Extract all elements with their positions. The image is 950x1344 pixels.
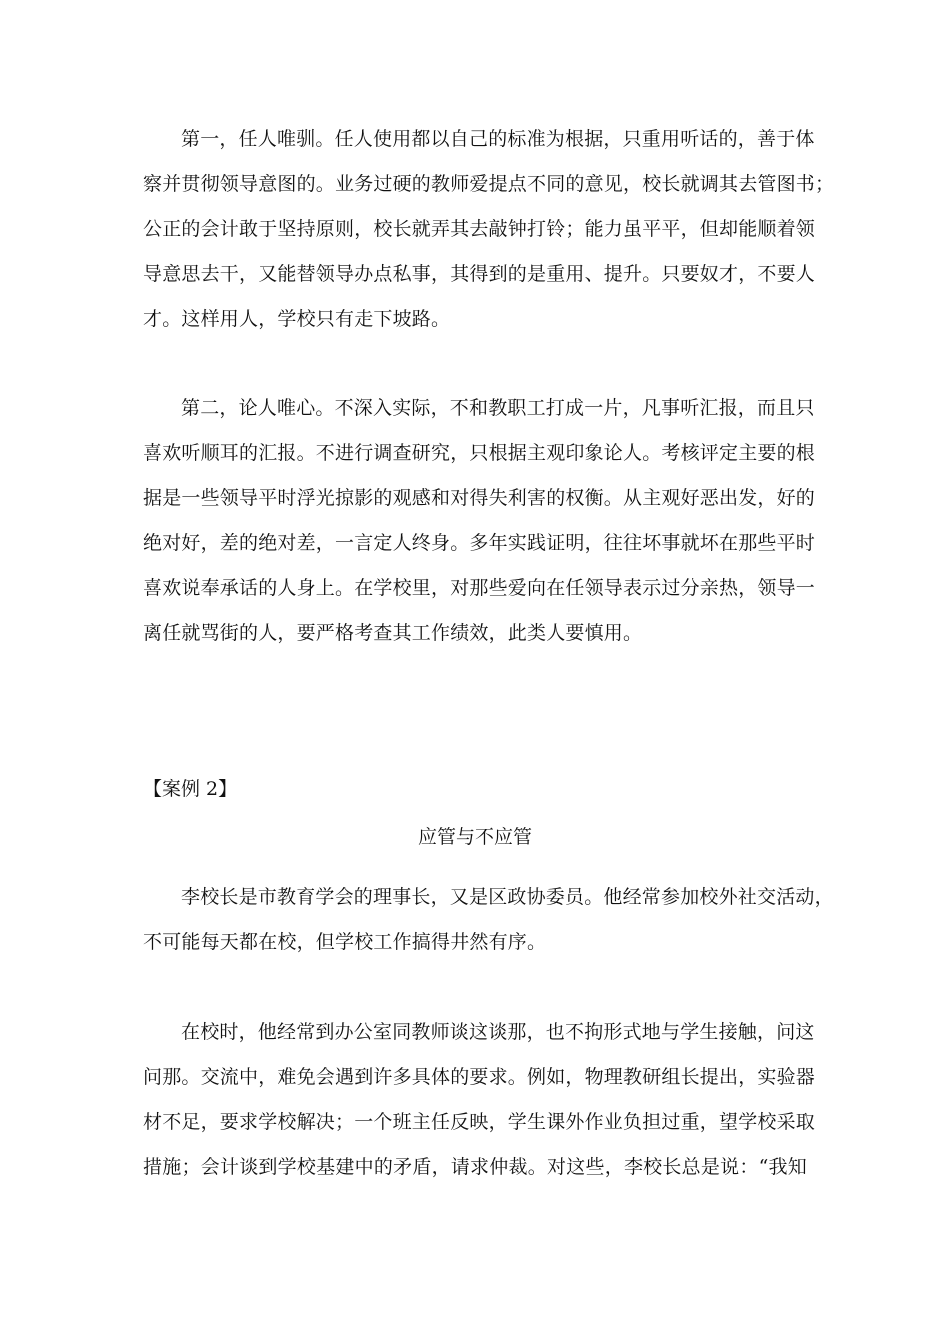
case-title: 应管与不应管 xyxy=(417,826,532,848)
paragraph-line: 在校时，他经常到办公室同教师谈这谈那，也不拘形式地与学生接触，问这 xyxy=(181,1021,815,1043)
paragraph-line: 措施；会计谈到学校基建中的矛盾，请求仲裁。对这些，李校长总是说：“我知 xyxy=(143,1156,807,1178)
paragraph-line: 才。这样用人，学校只有走下坡路。 xyxy=(143,308,451,330)
case-label: 【案例 2】 xyxy=(143,778,238,800)
paragraph-line: 第二，论人唯心。不深入实际，不和教职工打成一片，凡事听汇报，而且只 xyxy=(181,397,815,419)
paragraph-line: 离任就骂街的人，要严格考查其工作绩效，此类人要慎用。 xyxy=(143,622,643,644)
paragraph-line: 察并贯彻领导意图的。业务过硬的教师爱提点不同的意见，校长就调其去管图书； xyxy=(143,173,835,195)
paragraph-line: 李校长是市教育学会的理事长，又是区政协委员。他经常参加校外社交活动， xyxy=(181,886,834,908)
paragraph-line: 绝对好，差的绝对差，一言定人终身。多年实践证明，往往坏事就坏在那些平时 xyxy=(143,532,816,554)
paragraph-line: 据是一些领导平时浮光掠影的观感和对得失利害的权衡。从主观好恶出发，好的 xyxy=(143,487,816,509)
paragraph-line: 喜欢听顺耳的汇报。不进行调查研究，只根据主观印象论人。考核评定主要的根 xyxy=(143,442,816,464)
paragraph-line: 材不足，要求学校解决；一个班主任反映，学生课外作业负担过重，望学校采取 xyxy=(143,1111,816,1133)
paragraph-line: 公正的会计敢于坚持原则，校长就弄其去敲钟打铃；能力虽平平，但却能顺着领 xyxy=(143,218,816,240)
paragraph-line: 不可能每天都在校，但学校工作搞得井然有序。 xyxy=(143,931,547,953)
paragraph-line: 第一，任人唯驯。任人使用都以自己的标准为根据，只重用听话的，善于体 xyxy=(181,128,815,150)
paragraph-line: 问那。交流中，难免会遇到许多具体的要求。例如，物理教研组长提出，实验器 xyxy=(143,1066,816,1088)
paragraph-line: 导意思去干，又能替领导办点私事，其得到的是重用、提升。只要奴才，不要人 xyxy=(143,263,816,285)
paragraph-line: 喜欢说奉承话的人身上。在学校里，对那些爱向在任领导表示过分亲热，领导一 xyxy=(143,577,816,599)
